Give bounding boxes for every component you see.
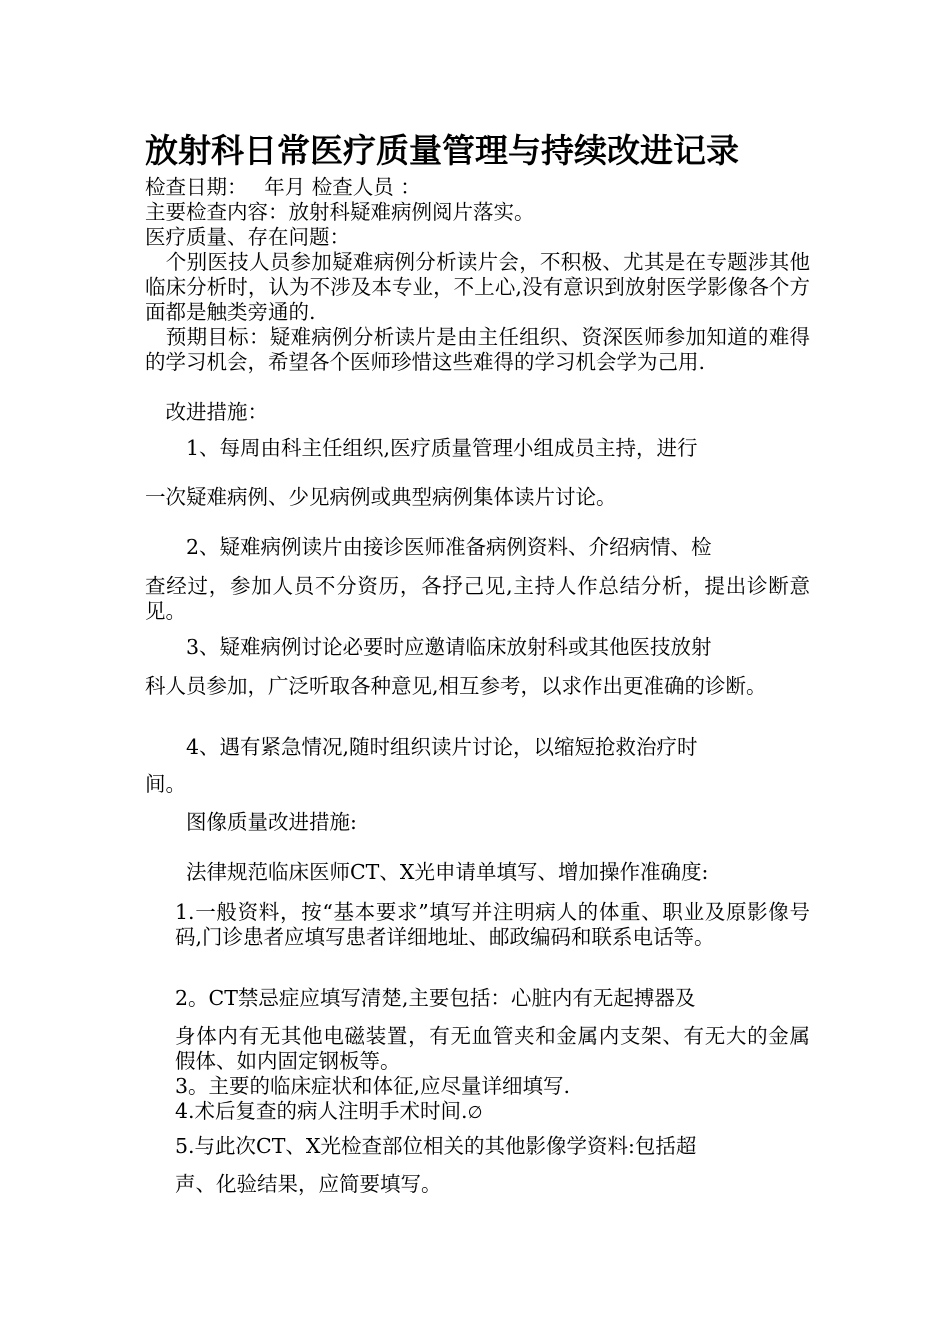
quality-heading: 医疗质量、存在问题： — [145, 225, 350, 249]
check-date-line: 检查日期： 年月 检查人员 ： — [145, 175, 421, 199]
item-1-text: 1.一般资料，按“基本要求”填写并注明病人的体重、职业及原影像号码,门诊患者应填写患者详细地址、邮政编码和联系电话等。 — [175, 900, 810, 949]
measure-1-line-1: 1、每周由科主任组织,医疗质量管理小组成员主持，进行 — [145, 436, 698, 460]
item-4 — [175, 1099, 810, 1126]
problem-paragraph: 个别医技人员参加疑难病例分析读片会，不积极、尤其是在专题涉其他临床分析时，认为不涉及本专业，不上心,没有意识到放射医学影像各个方面都是触类旁通的. — [145, 250, 810, 324]
measure-1-line-2: 一次疑难病例、少见病例或典型病例集体读片讨论。 — [145, 485, 617, 509]
measure-3-line-1: 3、疑难病例讨论必要时应邀请临床放射科或其他医技放射 — [145, 635, 712, 659]
item-2-rest: 身体内有无其他电磁装置，有无血管夹和金属内支架、有无大的金属假体、如内固定钢板等。 — [175, 1024, 810, 1073]
main-content-line: 主要检查内容：放射科疑难病例阅片落实。 — [145, 200, 535, 224]
request-heading: 法律规范临床医师CT、X光申请单填写、增加操作准确度: — [145, 860, 709, 884]
goal-paragraph: 预期目标：疑难病例分析读片是由主任组织、资深医师参加知道的难得的学习机会，希望各个医师珍惜这些难得的学习机会学为己用. — [145, 325, 810, 374]
improve-heading: 改进措施： — [145, 400, 268, 424]
item-2-line-1: 2。CT禁忌症应填写清楚,主要包括：心脏内有无起搏器及 — [175, 986, 696, 1010]
document-title: 放射科日常医疗质量管理与持续改进记录 — [145, 131, 739, 170]
measure-4-line-1: 4、遇有紧急情况,随时组织读片讨论，以缩短抢救治疗时 — [145, 735, 698, 759]
image-quality-heading: 图像质量改进措施: — [145, 810, 357, 834]
item-5-line-1: 5.与此次CT、X光检查部位相关的其他影像学资料:包括超 — [175, 1134, 697, 1158]
measure-2-line-1: 2、疑难病例读片由接诊医师准备病例资料、介绍病情、检 — [145, 535, 712, 559]
measure-3-rest: 科人员参加，广泛听取各种意见,相互参考，以求作出更准确的诊断。 — [145, 674, 767, 698]
item-5-line-2: 声、化验结果，应简要填写。 — [175, 1172, 442, 1196]
measure-4-line-2: 间。 — [145, 772, 186, 796]
empty-set-mark: ∅ — [467, 1103, 483, 1123]
item-3: 3。主要的临床症状和体征,应尽量详细填写. — [175, 1074, 571, 1098]
item-4-text: 4.术后复查的病人注明手术时间. — [175, 1099, 468, 1123]
measure-2-rest: 查经过，参加人员不分资历，各抒己见,主持人作总结分析，提出诊断意见。 — [145, 574, 810, 623]
item-1 — [175, 900, 810, 952]
